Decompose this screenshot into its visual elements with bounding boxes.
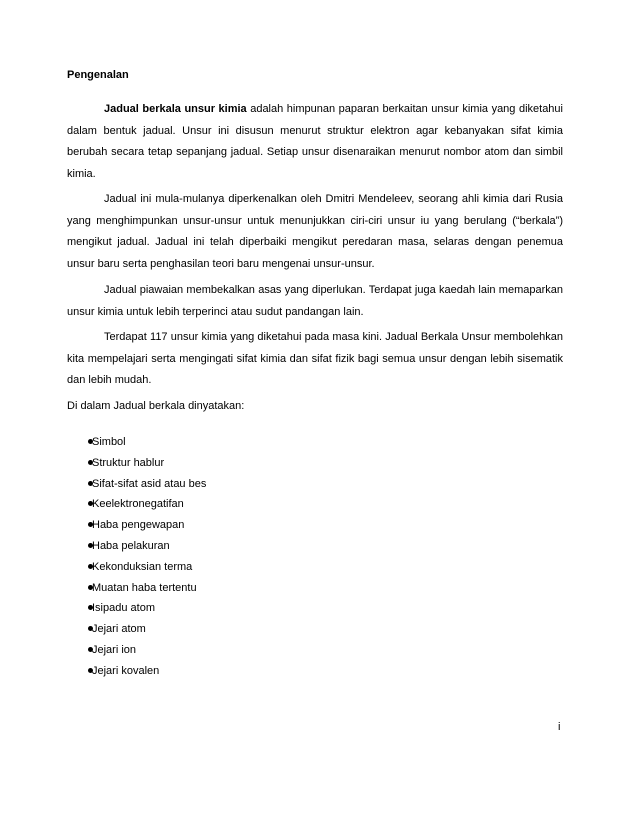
list-item: Haba pelakuran: [67, 538, 94, 559]
list-item: Sifat-sifat asid atau bes: [67, 476, 94, 497]
paragraph-3-text: Jadual piawaian membekalkan asas yang diperlukan. Terdapat juga kaedah lain memaparkan unsur kimia untuk lebih terperinci atau sudut pandangan lain.: [67, 284, 563, 318]
list-item: Muatan haba tertentu: [67, 580, 94, 601]
list-item: Simbol: [67, 434, 94, 455]
paragraph-1: [67, 99, 563, 185]
list-item: Jejari ion: [67, 642, 94, 663]
list-item: Keelektronegatifan: [67, 496, 94, 517]
page-number: i: [558, 721, 561, 733]
bold-term: Jadual berkala unsur kimia: [104, 103, 247, 115]
list-intro-text: Di dalam Jadual berkala dinyatakan:: [67, 400, 245, 412]
list-item: Struktur hablur: [67, 455, 94, 476]
paragraph-4-text: Terdapat 117 unsur kimia yang diketahui pada masa kini. Jadual Berkala Unsur membolehkan kita mempelajari serta mengingati sifat kimia dan sifat fizik bagi semua unsur dengan lebih sisematik dan lebih mudah.: [67, 331, 563, 386]
list-intro: [67, 396, 563, 418]
list-item: Isipadu atom: [67, 600, 94, 621]
paragraph-3: [67, 280, 563, 323]
section-heading: Pengenalan: [67, 69, 129, 81]
paragraph-4: [67, 327, 563, 392]
list-item: Kekonduksian terma: [67, 559, 94, 580]
bullet-list: [67, 434, 207, 684]
list-item: Jejari kovalen: [67, 663, 94, 684]
paragraph-1-text: adalah himpunan paparan berkaitan unsur kimia yang diketahui dalam bentuk jadual. Unsur ini disusun menurut struktur elektron agar kebanyakan sifat kimia berubah secara tetap sepanjang jadual. Setiap unsur disenaraikan menurut nombor atom dan simbil kimia.: [67, 103, 563, 180]
paragraph-2-text: Jadual ini mula-mulanya diperkenalkan oleh Dmitri Mendeleev, seorang ahli kimia dari Rusia yang menghimpunkan unsur-unsur untuk menunjukkan ciri-ciri unsur iu yang berulang (“berkala”) mengikut jadual. Jadual ini telah diperbaiki mengikut peredaran masa, selaras dengan penemua unsur baru serta penghasilan teori baru mengenai unsur-unsur.: [67, 193, 563, 270]
list-item: Jejari atom: [67, 621, 94, 642]
list-item: Haba pengewapan: [67, 517, 94, 538]
paragraph-2: [67, 189, 563, 275]
